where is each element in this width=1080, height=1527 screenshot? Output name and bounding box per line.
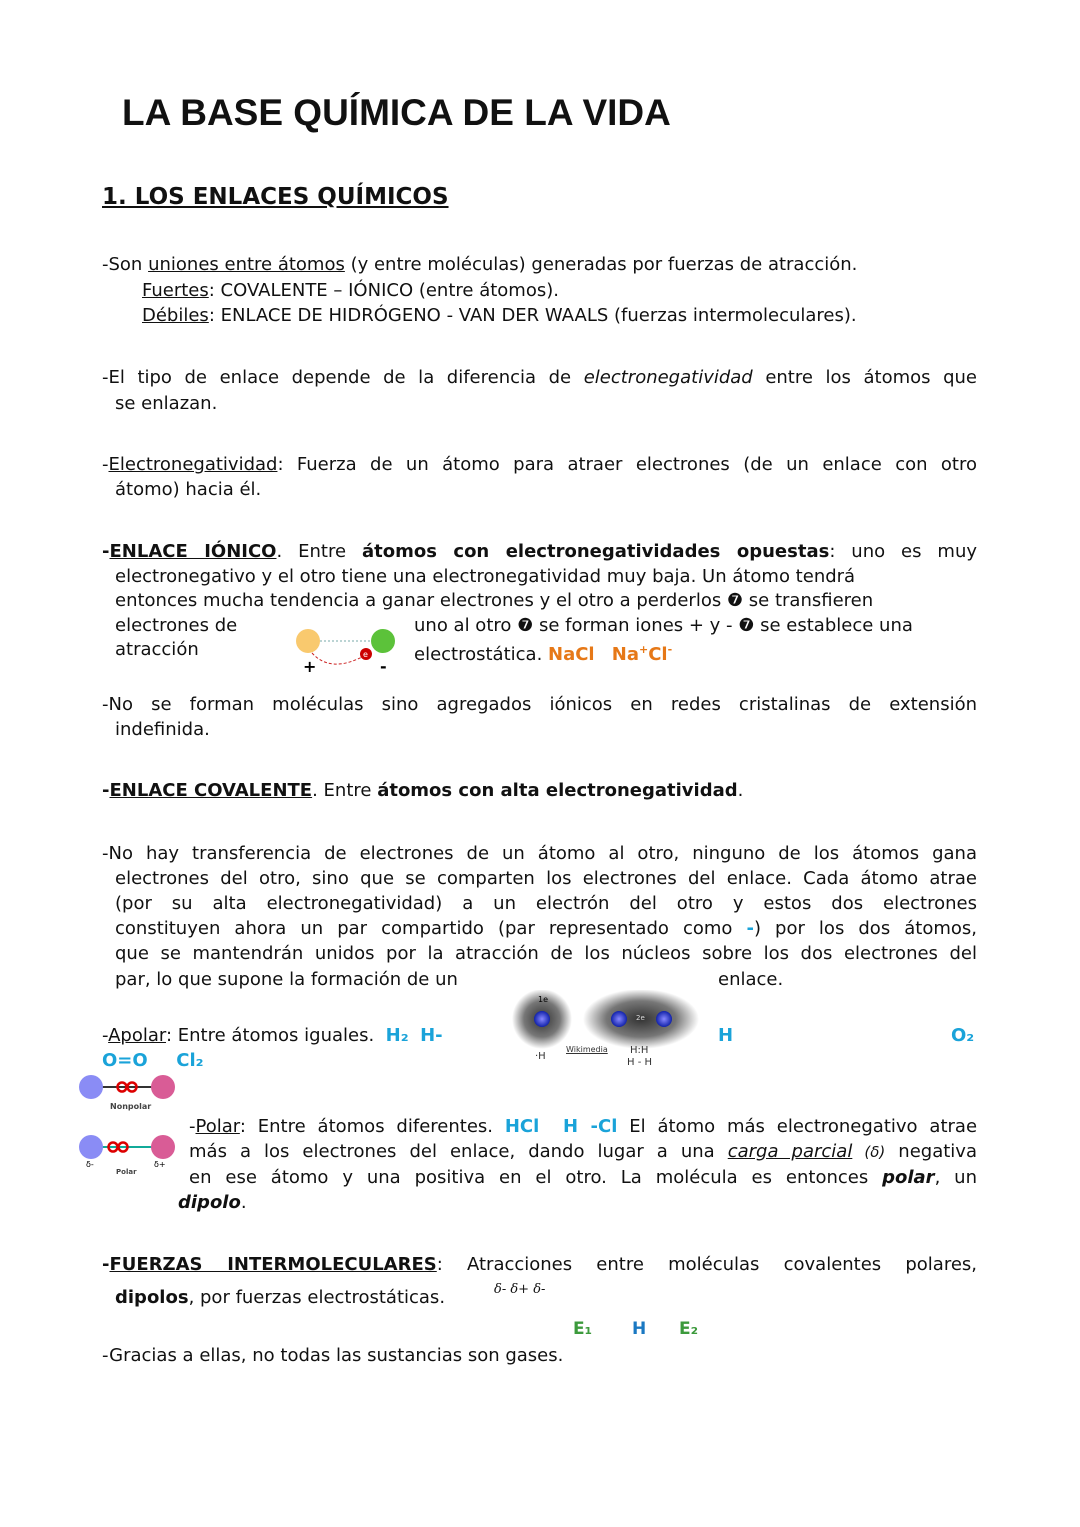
covalent-line: electrones del otro, sino que se comparten los electrones del enlace. Cada átomo atrae [115, 868, 977, 889]
closing-line: -Gracias a ellas, no todas las sustancias son gases. [102, 1345, 564, 1366]
svg-text:2e: 2e [636, 1014, 645, 1022]
apolar-line: -Apolar: Entre átomos iguales. H₂ H- [102, 1025, 443, 1046]
apolar-formulas: O=O Cl₂ [102, 1050, 204, 1071]
image-credit: Wikimedia [566, 1045, 608, 1054]
covalent-line: que se mantendrán unidos por la atracción de los núcleos sobre los dos electrones del [115, 943, 977, 964]
formula: O₂ [951, 1025, 975, 1046]
svg-text:-: - [380, 657, 387, 675]
paragraph-ionic-networks-cont: indefinida. [115, 719, 210, 740]
h-label: H [632, 1319, 647, 1339]
svg-text:+: + [303, 657, 317, 675]
e2-label: E₂ [679, 1319, 699, 1339]
polar-line: en ese átomo y una positiva en el otro. La molécula es entonces polar, un [189, 1167, 977, 1188]
page-title: LA BASE QUÍMICA DE LA VIDA [122, 92, 671, 133]
covalent-line: constituyen ahora un par compartido (par representado como -) por los dos átomos, [115, 918, 977, 939]
section-heading: 1. LOS ENLACES QUÍMICOS [102, 184, 449, 210]
cation-atom [296, 629, 320, 653]
polar-line: -Polar: Entre átomos diferentes. HCl H -Cl El átomo más electronegativo atrae [189, 1116, 978, 1137]
structural-label: H - H [627, 1057, 653, 1068]
covalent-line: enlace. [718, 969, 784, 990]
imf-line: dipolos, por fuerzas electrostáticas. [115, 1287, 446, 1308]
polar-figure [78, 1132, 178, 1177]
polar-line: más a los electrones del enlace, dando lugar a una carga parcial (δ) negativa [189, 1141, 977, 1162]
paragraph-electronegativity: -Electronegatividad: Fuerza de un átomo para atraer electrones (de un enlace con otro [102, 454, 977, 475]
e1-label: E₁ [573, 1319, 593, 1339]
polar-line: dipolo. [178, 1192, 247, 1213]
ionic-heading-line: -ENLACE IÓNICO. Entre átomos con electronegatividades opuestas: uno es muy [102, 541, 978, 562]
covalent-line: (por su alta electronegatividad) a un electrón del otro y estos dos electrones [115, 893, 977, 914]
ionic-bond-diagram [290, 625, 400, 675]
electron-transfer-arrow [312, 653, 362, 664]
svg-text:e: e [363, 650, 368, 659]
svg-text:Polar: Polar [116, 1168, 137, 1176]
ionic-line: entonces mucha tendencia a ganar electrones y el otro a perderlos ❼ se transfieren [115, 590, 874, 611]
covalent-line: par, lo que supone la formación de un [115, 969, 458, 990]
ionic-line: electrones de [115, 615, 238, 636]
h-atom-label: ·H [535, 1051, 546, 1062]
svg-text:δ-: δ- [86, 1160, 94, 1169]
imf-heading-line: -FUERZAS INTERMOLECULARES: Atracciones entre moléculas covalentes polares, [102, 1254, 978, 1275]
svg-text:δ+: δ+ [154, 1160, 166, 1169]
ionic-line: electrostática. NaCl Na+Cl- [414, 643, 673, 665]
paragraph-bond-type: -El tipo de enlace depende de la diferencia de electronegatividad entre los átomos que [102, 367, 977, 388]
svg-text:Nonpolar: Nonpolar [110, 1102, 152, 1111]
svg-text:1e: 1e [538, 995, 549, 1004]
nonpolar-figure [78, 1072, 178, 1112]
lewis-label: H:H [630, 1045, 649, 1056]
paragraph-definition: -Son uniones entre átomos (y entre moléculas) generadas por fuerzas de atracción. [102, 254, 858, 275]
paragraph-electronegativity-cont: átomo) hacia él. [115, 479, 262, 500]
covalent-line: -No hay transferencia de electrones de un átomo al otro, ninguno de los átomos gana [102, 843, 977, 864]
covalent-heading-line: -ENLACE COVALENTE. Entre átomos con alta electronegatividad. [102, 780, 744, 801]
dipole-charges: δ- δ+ δ- [494, 1282, 546, 1297]
ionic-line: electronegativo y el otro tiene una electronegatividad muy baja. Un átomo tendrá [115, 566, 856, 587]
strong-bonds: Fuertes: COVALENTE – IÓNICO (entre átomos). [142, 280, 559, 301]
paragraph-ionic-networks: -No se forman moléculas sino agregados iónicos en redes cristalinas de extensión [102, 694, 977, 715]
ionic-line: atracción [115, 639, 199, 660]
anion-atom [371, 629, 395, 653]
formula: H [718, 1025, 734, 1046]
paragraph-bond-type-cont: se enlazan. [115, 393, 218, 414]
weak-bonds: Débiles: ENLACE DE HIDRÓGENO - VAN DER WAALS (fuerzas intermoleculares). [142, 305, 857, 326]
ionic-line: uno al otro ❼ se forman iones + y - ❼ se establece una [414, 615, 913, 636]
